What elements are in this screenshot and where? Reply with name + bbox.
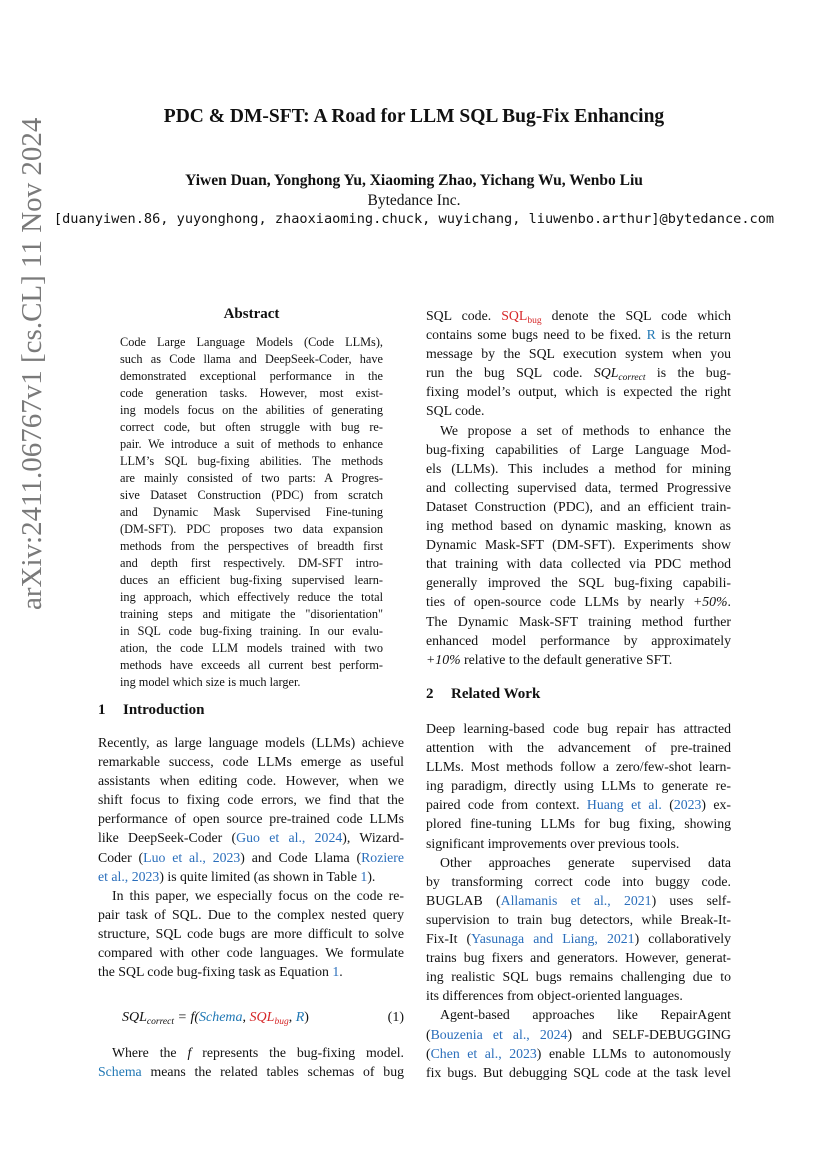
abstract-line: are mainly consisted of two parts: A Progres- [120, 471, 383, 485]
abstract-line: and Dynamic Mask Supervised Fine-tuning [120, 505, 383, 519]
r-term: R [646, 327, 656, 343]
eq-sqlbug-subscript: bug [274, 1017, 289, 1027]
math-value: +50% [692, 594, 728, 610]
eq-separator: , [242, 1010, 250, 1025]
abstract-line: ing approach, which effectively reduce the total [120, 590, 383, 604]
abstract-line: ing model which size is much larger. [120, 675, 301, 689]
text-line: its differences from object-oriented languages. [426, 988, 683, 1004]
right-column-intro-continuation [426, 306, 731, 669]
eq-schema: Schema [199, 1010, 243, 1025]
text-run: ) enable LLMs to autonomously [536, 1045, 731, 1061]
text-line: fix bugs. But debugging SQL code at the task level [426, 1064, 731, 1080]
text-line: ing paradigm, directly using LLMs to generate re- [426, 778, 731, 794]
text-line: Dataset Construction (PDC), and an efficient train- [426, 498, 731, 514]
text-run: SQL code. [426, 308, 502, 323]
text-line: els (LLMs). This includes a method for mining [426, 460, 731, 476]
text-line: We propose a set of methods to enhance the [440, 422, 731, 438]
eq-lhs: SQL [122, 1010, 147, 1025]
text-run: ) collaboratively [634, 931, 731, 947]
text-line: message by the SQL execution system when you [426, 346, 731, 362]
abstract-line: pair. We introduce a suit of methods to enhance [120, 437, 383, 451]
text-run: means the related tables schemas of bug [141, 1064, 404, 1080]
text-line: bug-fixing capabilities of Large Language Mod- [426, 441, 731, 457]
citation-link[interactable]: Luo et al., 2023 [143, 849, 241, 865]
text-line [426, 891, 731, 910]
text-line: fixing model’s output, which is expected the right [426, 384, 731, 400]
text-line [98, 828, 404, 847]
text-line [426, 306, 731, 325]
text-line: ing method based on dynamic masking, known as [426, 518, 731, 534]
section-number: 2 [426, 686, 434, 702]
text-line: that training with data collected via PDC method [426, 556, 731, 572]
text-run: ) ex- [701, 797, 731, 813]
text-run: like DeepSeek-Coder ( [98, 830, 237, 846]
abstract-line: such as Code llama and DeepSeek-Coder, have [120, 352, 383, 366]
abstract-line: correct code, but often struggle with bug re- [120, 420, 383, 434]
text-line: SQL code. [426, 403, 485, 419]
text-run: Coder ( [98, 849, 144, 865]
text-line [426, 1025, 731, 1044]
text-line [98, 1043, 404, 1062]
text-run: is the bug- [645, 365, 731, 381]
text-line: attention with the advancement of pre-trained [426, 740, 731, 756]
text-line: ing realistic SQL bugs remains challenging due to [426, 969, 731, 985]
text-run: relative to the default generative SFT. [460, 651, 673, 667]
introduction-heading [98, 701, 404, 720]
text-line: Recently, as large language models (LLMs) achieve [98, 735, 404, 750]
abstract-section [120, 306, 383, 691]
text-line [426, 592, 731, 611]
eq-r: R [295, 1010, 305, 1025]
text-run: contains some bugs need to be fixed. [426, 327, 647, 343]
sqlcorrect-term: SQL [593, 365, 619, 381]
text-run: ) and Code Llama ( [240, 849, 362, 865]
text-line: enhanced model performance by approximately [426, 632, 731, 648]
text-run: Fix-It ( [426, 931, 472, 947]
text-line [98, 848, 404, 867]
text-run: ). [367, 868, 376, 884]
text-line: plored fine-tuning LLMs for bug fixing, showing [426, 816, 731, 832]
text-run: ) is quite limited (as shown in Table [159, 868, 361, 884]
table-reference-link[interactable]: 1 [360, 868, 368, 884]
abstract-line: methods from the perspectives of breadth first [120, 539, 383, 553]
affiliation: Bytedance Inc. [367, 192, 461, 209]
abstract-line: in SQL code bug-fixing training. In our evalu- [120, 624, 383, 638]
eq-sqlbug: SQL [249, 1010, 275, 1025]
text-line [426, 795, 731, 814]
citation-link[interactable]: Huang et al. [586, 797, 662, 813]
abstract-heading: Abstract [223, 306, 280, 322]
text-line: supervision to train bug detectors, while Break-It- [426, 911, 731, 927]
equation-number: (1) [387, 1010, 404, 1025]
citation-link[interactable]: Roziere [361, 849, 405, 865]
equation-reference-link[interactable]: 1 [332, 964, 340, 980]
text-line: significant improvements over previous tools. [426, 835, 680, 851]
section-title: Related Work [451, 686, 541, 702]
related-work-body [426, 719, 731, 1082]
text-line: The Dynamic Mask-SFT training method further [426, 613, 731, 629]
abstract-body [120, 334, 383, 691]
eq-separator: , [288, 1010, 296, 1025]
citation-link[interactable]: Allamanis et al., 2021 [500, 892, 652, 908]
abstract-line: Code Large Language Models (Code LLMs), [120, 335, 383, 349]
abstract-line: duces an efficient bug-fixing supervised learn- [120, 573, 383, 587]
text-line: Deep learning-based code bug repair has attracted [426, 721, 731, 736]
citation-link[interactable]: Guo et al., 2024 [236, 830, 343, 846]
abstract-line: and depth first respectively. DM-SFT intro- [120, 556, 383, 570]
citation-link[interactable]: Bouzenia et al., 2024 [430, 1026, 568, 1042]
text-line [98, 867, 404, 886]
text-line: remarkable success, code LLMs emerge as useful [98, 754, 404, 770]
author-list: Yiwen Duan, Yonghong Yu, Xiaoming Zhao, Yichang Wu, Wenbo Liu [185, 172, 643, 189]
section-number: 1 [98, 702, 106, 718]
equation-expression [122, 1010, 309, 1026]
text-run: run the bug SQL code. [426, 365, 594, 381]
sqlbug-term: SQL [501, 308, 528, 323]
related-work-heading [426, 685, 731, 704]
text-line [426, 363, 731, 382]
introduction-body [98, 733, 404, 981]
text-run: Where the [112, 1045, 188, 1060]
section-title: Introduction [123, 702, 205, 718]
text-line: Other approaches generate supervised data [440, 854, 731, 870]
text-run: ( [426, 1045, 431, 1061]
text-line [98, 962, 404, 981]
abstract-line: demonstrated exceptional performance in the [120, 369, 383, 383]
abstract-line: (DM-SFT). PDC proposes two data expansion [120, 522, 383, 536]
text-line: by transforming correct code into buggy code. [426, 873, 731, 889]
text-line: pair task of SQL. Due to the complex nested query [98, 906, 404, 922]
citation-link[interactable]: 2023 [673, 797, 702, 813]
text-line: assistants when editing code. However, when we [98, 773, 404, 789]
text-run: ties of open-source code LLMs by nearly [426, 594, 693, 610]
abstract-line: LLM’s SQL bug-fixing abilities. The methods [120, 454, 383, 468]
text-run: . [339, 964, 343, 980]
math-value: +10% [426, 651, 461, 667]
introduction-heading-block [98, 701, 404, 720]
text-run: is the return [655, 327, 731, 343]
text-run: . [727, 594, 731, 610]
text-line: shift focus to fixing code errors, we find that the [98, 792, 404, 808]
abstract-line: code generation tasks. However, most exist- [120, 386, 383, 400]
sqlbug-subscript: bug [527, 316, 542, 326]
schema-term: Schema [98, 1064, 142, 1080]
abstract-line: training steps and mitigate the "disorientation" [120, 607, 383, 621]
text-line: structure, SQL code bugs are more difficult to solve [98, 925, 404, 941]
text-run: ( [426, 1026, 431, 1042]
eq-function: = f( [174, 1010, 199, 1025]
eq-lhs-subscript: correct [146, 1017, 174, 1027]
text-run: BUGLAB ( [426, 892, 501, 908]
abstract-line: sive Dataset Construction (PDC) from scratch [120, 488, 383, 502]
text-run: represents the bug-fixing model. [191, 1045, 404, 1060]
text-line [426, 1044, 731, 1063]
text-run: ), Wizard- [342, 830, 404, 846]
text-line: compared with other code languages. We formulate [98, 945, 404, 961]
author-emails: [duanyiwen.86, yuyonghong, zhaoxiaoming.chuck, wuyichang, liuwenbo.arthur]@bytedance.com [53, 211, 775, 227]
eq-close: ) [304, 1010, 309, 1025]
text-line [426, 325, 731, 344]
sqlcorrect-subscript: correct [618, 373, 646, 384]
text-line [98, 1062, 404, 1081]
text-line [426, 650, 731, 669]
text-run: ) and SELF-DEBUGGING [567, 1026, 731, 1042]
text-line: and collecting supervised data, termed Progressive [426, 479, 731, 495]
equation-explanation [98, 1043, 404, 1081]
abstract-line: ation, the code LLM models trained with two [120, 641, 383, 655]
text-run: ( [661, 797, 674, 813]
text-run: denote the SQL code which [541, 308, 731, 323]
text-line: Dynamic Mask-SFT (DM-SFT). Experiments show [426, 537, 731, 553]
text-line: trains bug fixers and generators. However, generat- [426, 950, 731, 966]
text-run: paired code from context. [426, 797, 587, 813]
text-run: ) uses self- [651, 892, 731, 908]
text-line [426, 929, 731, 948]
citation-link[interactable]: et al., 2023 [98, 868, 160, 884]
text-line: generally improved the SQL bug-fixing capabili- [426, 575, 731, 591]
paper-title: PDC & DM-SFT: A Road for LLM SQL Bug-Fix Enhancing [163, 106, 665, 127]
text-line: Agent-based approaches like RepairAgent [440, 1007, 731, 1023]
related-work-heading-block [426, 685, 731, 704]
abstract-line: ing models focus on the abilities of generating [120, 403, 383, 417]
abstract-line: methods have exceeds all current best perform- [120, 658, 383, 672]
arxiv-identifier-stamp: arXiv:2411.06767v1 [cs.CL] 11 Nov 2024 [16, 117, 48, 610]
citation-link[interactable]: Chen et al., 2023 [430, 1045, 537, 1061]
text-line: LLMs. Most methods follow a zero/few-shot learn- [426, 759, 731, 775]
text-line: performance of open source pre-trained code LLMs [98, 811, 404, 827]
text-run: the SQL code bug-fixing task as Equation [98, 964, 333, 980]
math-symbol: f [187, 1045, 192, 1060]
text-line: In this paper, we especially focus on the code re- [112, 887, 404, 903]
citation-link[interactable]: Yasunaga and Liang, 2021 [471, 931, 635, 947]
